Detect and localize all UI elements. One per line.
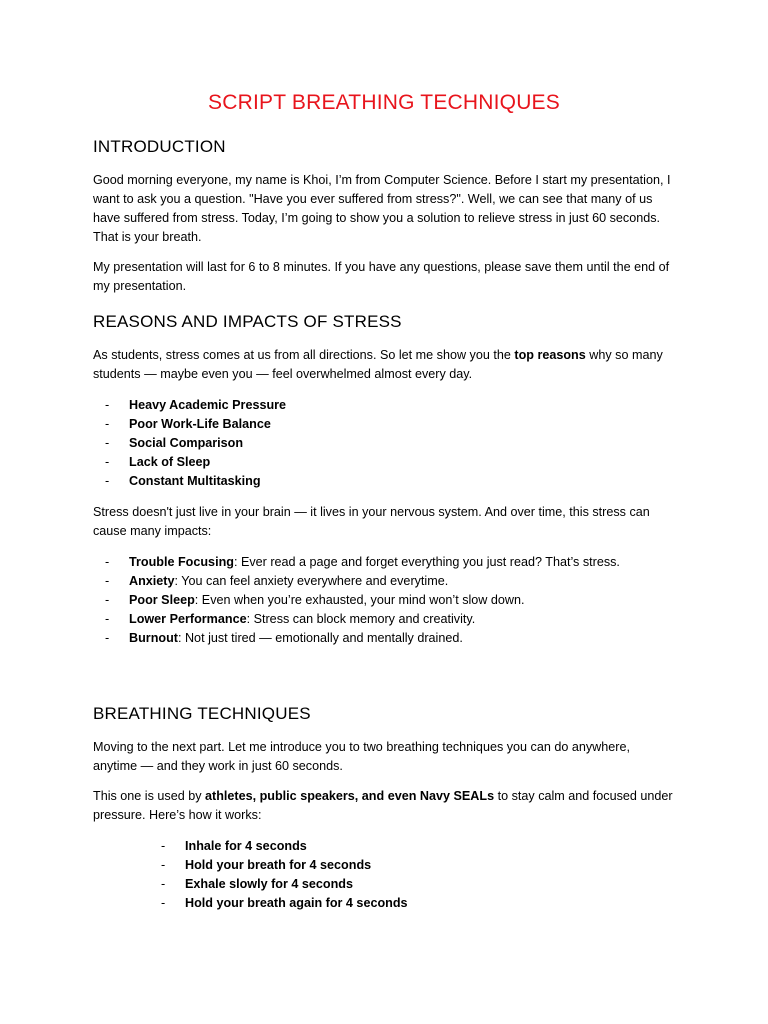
intro-paragraph-2: My presentation will last for 6 to 8 minutes. If you have any questions, please save them until the end of my presentation. [93, 260, 670, 293]
breathing-text-end: to stay calm and focused under pressure. Here’s how it works: [93, 789, 673, 822]
impact-description: : You can feel anxiety everywhere and everytime. [174, 574, 449, 588]
impact-description: : Even when you’re exhausted, your mind won’t slow down. [194, 593, 525, 607]
dash-bullet: - [105, 417, 110, 431]
step-label: Hold your breath for 4 seconds [185, 858, 372, 872]
dash-bullet: - [105, 631, 110, 645]
reasons-intro-bold: top reasons [514, 348, 586, 362]
section-heading-introduction: INTRODUCTION [93, 137, 226, 156]
list-item [93, 415, 675, 434]
breathing-steps-list [93, 837, 675, 913]
reasons-intro-paragraph [93, 346, 675, 384]
impact-description: : Stress can block memory and creativity. [246, 612, 476, 626]
breathing-paragraph-1: Moving to the next part. Let me introduce you to two breathing techniques you can do anywhere, anytime — and they work in just 60 seconds. [93, 740, 630, 773]
dash-bullet: - [161, 896, 166, 910]
impact-description: : Not just tired — emotionally and mentally drained. [177, 631, 463, 645]
reason-label: Social Comparison [129, 436, 244, 450]
impact-term: Poor Sleep [129, 593, 195, 607]
dash-bullet: - [105, 593, 110, 607]
reasons-intro-text-end: why so many students — maybe even you — feel overwhelmed almost every day. [93, 348, 663, 381]
step-label: Exhale slowly for 4 seconds [185, 877, 353, 891]
list-item [93, 434, 675, 453]
reasons-list [93, 396, 675, 491]
impact-term: Lower Performance [129, 612, 247, 626]
impact-description: : Ever read a page and forget everything you just read? That’s stress. [233, 555, 620, 569]
list-item [93, 396, 675, 415]
reason-label: Heavy Academic Pressure [129, 398, 287, 412]
list-item [93, 472, 675, 491]
dash-bullet: - [105, 555, 110, 569]
page-title: SCRIPT BREATHING TECHNIQUES [208, 91, 560, 114]
list-item [93, 610, 675, 629]
dash-bullet: - [105, 612, 110, 626]
list-item [93, 875, 675, 894]
impacts-list [93, 553, 675, 648]
dash-bullet: - [105, 436, 110, 450]
breathing-text-bold: athletes, public speakers, and even Navy SEALs [205, 789, 495, 803]
impact-term: Burnout [129, 631, 178, 645]
step-label: Hold your breath again for 4 seconds [185, 896, 408, 910]
list-item [93, 572, 675, 591]
list-item [93, 553, 675, 572]
impact-term: Trouble Focusing [129, 555, 234, 569]
reasons-intro-text-start: As students, stress comes at us from all directions. So let me show you the [93, 348, 515, 362]
section-heading-breathing: BREATHING TECHNIQUES [93, 704, 311, 723]
dash-bullet: - [161, 877, 166, 891]
list-item [93, 629, 675, 648]
dash-bullet: - [105, 398, 110, 412]
reason-label: Constant Multitasking [129, 474, 261, 488]
step-label: Inhale for 4 seconds [185, 839, 307, 853]
impacts-intro-paragraph: Stress doesn't just live in your brain — it lives in your nervous system. And over time, this stress can cause many impacts: [93, 505, 650, 538]
dash-bullet: - [105, 574, 110, 588]
breathing-text-start: This one is used by [93, 789, 206, 803]
list-item [93, 856, 675, 875]
breathing-paragraph-2 [93, 787, 675, 825]
reason-label: Lack of Sleep [129, 455, 211, 469]
section-heading-reasons: REASONS AND IMPACTS OF STRESS [93, 312, 402, 331]
dash-bullet: - [161, 858, 166, 872]
intro-paragraph-1: Good morning everyone, my name is Khoi, I’m from Computer Science. Before I start my presentation, I want to ask you a question. "Have you ever suffered from stress?". Well, we can see that many of us have suffered from stress. Today, I’m going to show you a solution to relieve stress in just 60 seconds. That is your breath. [93, 173, 671, 244]
dash-bullet: - [161, 839, 166, 853]
dash-bullet: - [105, 455, 110, 469]
dash-bullet: - [105, 474, 110, 488]
list-item [93, 591, 675, 610]
impact-term: Anxiety [129, 574, 175, 588]
list-item [93, 453, 675, 472]
reason-label: Poor Work-Life Balance [129, 417, 271, 431]
list-item [93, 837, 675, 856]
list-item [93, 894, 675, 913]
